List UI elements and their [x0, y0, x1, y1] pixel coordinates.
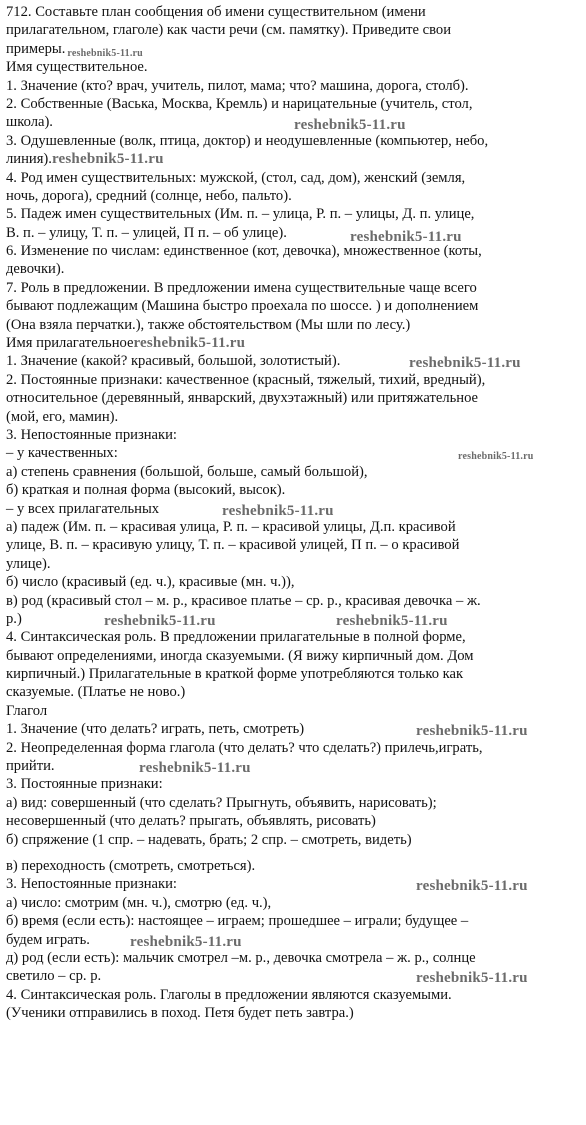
text-line-content: а) число: смотрим (мн. ч.), смотрю (ед. ч.), — [6, 894, 272, 911]
text-line — [6, 77, 578, 95]
text-line — [6, 949, 578, 967]
watermark-text: reshebnik5-11.ru — [416, 723, 528, 740]
text-line — [6, 500, 578, 518]
text-line — [6, 931, 578, 949]
text-line — [6, 857, 578, 875]
text-line-content: – у всех прилагательных — [6, 500, 160, 517]
text-line — [6, 775, 578, 793]
text-line-content: ночь, дорога), средний (солнце, небо, пальто). — [6, 187, 292, 204]
text-line-content: кирпичный.) Прилагательные в краткой форме употребляются только как — [6, 666, 464, 683]
text-line-content: 1. Значение (что делать? играть, петь, смотреть) — [6, 721, 305, 738]
text-line — [6, 683, 578, 701]
text-line — [6, 463, 578, 481]
text-line — [6, 297, 578, 315]
text-line-content: 2. Собственные (Васька, Москва, Кремль) и нарицательные (учитель, стол, — [6, 95, 473, 112]
text-line — [6, 224, 578, 245]
text-line-content: Имя прилагательное — [6, 335, 134, 352]
text-line-content: 3. Постоянные признаки: — [6, 776, 163, 793]
text-line — [6, 21, 578, 39]
text-line-content: а) степень сравнения (большой, больше, самый большой), — [6, 463, 368, 480]
text-line-content: 2. Постоянные признаки: качественное (красный, тяжелый, тихий, вредный), — [6, 371, 486, 388]
text-line — [6, 279, 578, 297]
text-line — [6, 150, 578, 168]
text-line — [6, 875, 578, 893]
text-line — [6, 986, 578, 1004]
text-line — [6, 371, 578, 389]
watermark-text: reshebnik5-11.ru — [458, 451, 534, 463]
text-line-content: светило – ср. р. — [6, 968, 102, 985]
text-line-content: линия). — [6, 151, 52, 168]
text-line-content: относительное (деревянный, январский, двухэтажный) или притяжательное — [6, 390, 479, 407]
text-line — [6, 444, 578, 462]
text-line — [6, 720, 578, 738]
text-line-content: 1. Значение (какой? красивый, большой, золотистый). — [6, 353, 341, 370]
text-line — [6, 739, 578, 757]
text-line — [6, 426, 578, 444]
text-line — [6, 408, 578, 426]
text-line-content: бывают определениями, иногда сказуемыми. (Я вижу кирпичный дом. Дом — [6, 647, 474, 664]
text-line-content: Имя существительное. — [6, 59, 148, 76]
text-line-content: примеры. — [6, 40, 66, 57]
text-line — [6, 518, 578, 536]
text-line-content: 4. Род имен существительных: мужской, (стол, сад, дом), женский (земля, — [6, 169, 466, 186]
text-line — [6, 647, 578, 665]
watermark-text: reshebnik5-11.ru — [294, 117, 406, 134]
text-line-content: – у качественных: — [6, 445, 118, 462]
watermark-text: reshebnik5-11.ru — [336, 612, 448, 629]
text-line — [6, 3, 578, 21]
text-line-content: 3. Одушевленные (волк, птица, доктор) и неодушевленные (компьютер, небо, — [6, 132, 489, 149]
watermark-text: reshebnik5-11.ru — [133, 335, 246, 352]
text-line — [6, 95, 578, 113]
text-line — [6, 389, 578, 407]
text-line-content: 4. Синтаксическая роль. В предложении прилагательные в полной форме, — [6, 629, 466, 646]
text-line — [6, 187, 578, 205]
watermark-text: reshebnik5-11.ru — [139, 760, 251, 777]
text-line-content: 5. Падеж имен существительных (Им. п. – улица, Р. п. – улицы, Д. п. улице, — [6, 206, 475, 223]
text-line-content: а) вид: совершенный (что сделать? Прыгнуть, объявить, нарисовать); — [6, 794, 437, 811]
text-line — [6, 912, 578, 930]
text-line — [6, 316, 578, 334]
text-line-content: б) краткая и полная форма (высокий, высок). — [6, 482, 286, 499]
watermark-text: reshebnik5-11.ru — [416, 878, 528, 895]
text-line — [6, 757, 578, 775]
text-line — [6, 1004, 578, 1022]
text-line — [6, 169, 578, 187]
text-line-content: прилагательном, глаголе) как части речи (см. памятку). Приведите свои — [6, 22, 452, 39]
text-line-content: будем играть. — [6, 931, 90, 948]
text-line — [6, 132, 578, 150]
text-line — [6, 794, 578, 812]
text-line — [6, 702, 578, 720]
text-line-content: 7. Роль в предложении. В предложении имена существительные чаще всего — [6, 279, 477, 296]
text-line — [6, 628, 578, 646]
text-line — [6, 610, 578, 628]
text-line — [6, 334, 578, 352]
watermark-text: reshebnik5-11.ru — [409, 355, 521, 372]
text-line-content: (Она взяла перчатки.), также обстоятельством (Мы шли по лесу.) — [6, 316, 411, 333]
text-line-content: 3. Непостоянные признаки: — [6, 876, 177, 893]
watermark-text: reshebnik5-11.ru — [350, 228, 462, 245]
text-line-content: б) число (красивый (ед. ч.), красивые (мн. ч.)), — [6, 574, 295, 591]
text-line — [6, 205, 578, 223]
text-line-content: 4. Синтаксическая роль. Глаголы в предложении являются сказуемыми. — [6, 986, 452, 1003]
watermark-text: reshebnik5-11.ru — [222, 502, 334, 519]
document-page — [6, 3, 578, 1022]
text-line-content: В. п. – улицу, Т. п. – улицей, П п. – об улице). — [6, 224, 287, 241]
watermark-text: reshebnik5-11.ru — [67, 47, 143, 59]
text-line-content: в) род (красивый стол – м. р., красивое платье – ср. р., красивая девочка – ж. — [6, 592, 481, 609]
text-line-content: школа). — [6, 114, 53, 131]
text-line — [6, 536, 578, 554]
text-line-content: сказуемые. (Платье не ново.) — [6, 684, 186, 701]
text-line-content: а) падеж (Им. п. – красивая улица, Р. п. – красивой улицы, Д.п. красивой — [6, 518, 456, 535]
text-line-content: в) переходность (смотреть, смотреться). — [6, 857, 256, 874]
watermark-text: reshebnik5-11.ru — [416, 970, 528, 987]
text-line-content: р.) — [6, 610, 22, 627]
text-line — [6, 894, 578, 912]
text-line — [6, 573, 578, 591]
text-line-content: 1. Значение (кто? врач, учитель, пилот, мама; что? машина, дорога, столб). — [6, 77, 469, 94]
watermark-text: reshebnik5-11.ru — [51, 151, 164, 168]
text-line-content: прийти. — [6, 758, 55, 775]
text-line-content: б) время (если есть): настоящее – играем; прошедшее – играли; будущее – — [6, 913, 469, 930]
text-line-content: 6. Изменение по числам: единственное (кот, девочка), множественное (коты, — [6, 243, 482, 260]
text-line-content: девочки). — [6, 261, 65, 278]
text-line — [6, 242, 578, 260]
text-line-content: бывают подлежащим (Машина быстро проехала по шоссе. ) и дополнением — [6, 298, 479, 315]
text-line-content: 2. Неопределенная форма глагола (что делать? что сделать?) прилечь,играть, — [6, 739, 483, 756]
text-line — [6, 481, 578, 499]
text-line — [6, 967, 578, 985]
text-line-content: 3. Непостоянные признаки: — [6, 426, 177, 443]
text-line-content: д) род (если есть): мальчик смотрел –м. р., девочка смотрела – ж. р., солнце — [6, 949, 476, 966]
text-line-content: (мой, его, мамин). — [6, 408, 119, 425]
text-line-content: Глагол — [6, 702, 48, 719]
text-line — [6, 58, 578, 76]
text-line-content: б) спряжение (1 спр. – надевать, брать; 2 спр. – смотреть, видеть) — [6, 831, 412, 848]
text-line — [6, 40, 578, 58]
text-line — [6, 831, 578, 849]
watermark-text: reshebnik5-11.ru — [104, 612, 216, 629]
spacer — [6, 849, 578, 857]
text-line-content: (Ученики отправились в поход. Петя будет петь завтра.) — [6, 1005, 354, 1022]
text-line — [6, 592, 578, 610]
text-line-content: улице). — [6, 555, 51, 572]
text-line — [6, 665, 578, 683]
text-line — [6, 260, 578, 278]
text-line — [6, 113, 578, 134]
text-line-content: 712. Составьте план сообщения об имени существительном (имени — [6, 4, 426, 20]
watermark-text: reshebnik5-11.ru — [130, 933, 242, 950]
text-line-content: улице, В. п. – красивую улицу, Т. п. – красивой улицей, П п. – о красивой — [6, 537, 460, 554]
text-line — [6, 555, 578, 573]
text-line-content: несовершенный (что делать? прыгать, объявлять, рисовать) — [6, 813, 376, 830]
text-line — [6, 812, 578, 830]
text-line — [6, 352, 578, 370]
